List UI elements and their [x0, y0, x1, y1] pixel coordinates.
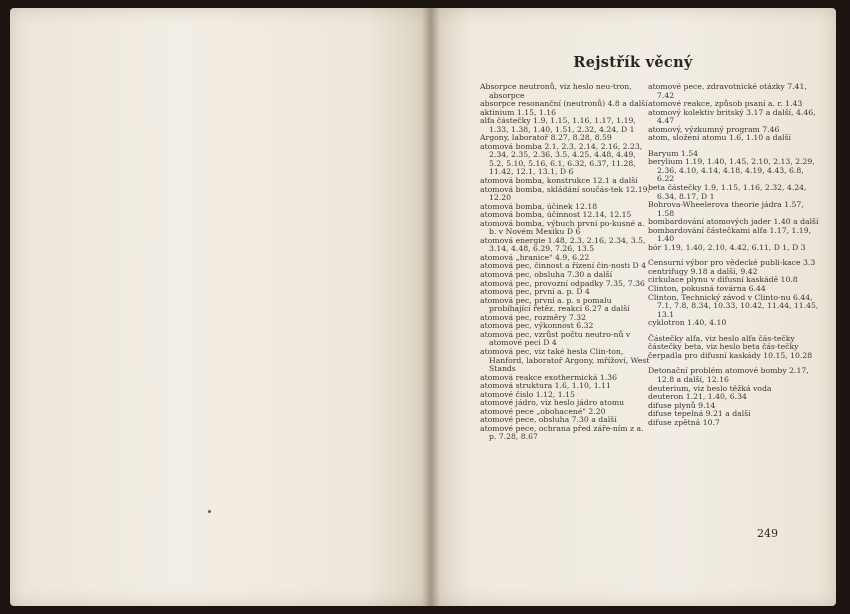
index-entry: atomový, výzkumný program 7.46: [648, 124, 780, 134]
index-entry: částečky beta, viz heslo beta čás-tečky: [648, 342, 799, 352]
index-entry: Censurní výbor pro vědecké publi-kace 3.3: [648, 258, 816, 268]
index-entry: atomová pec, provozní odpadky 7.35, 7.36: [480, 278, 645, 288]
index-entry: atomová struktura 1.6, 1.10, 1.11: [480, 381, 611, 391]
book-gutter: [422, 8, 440, 606]
index-entry: Bohrova-Wheelerova theorie jádra 1.57, 1.58: [648, 200, 804, 218]
index-entry: atomová pec, výkonnost 6.32: [480, 321, 594, 331]
right-page: [430, 8, 836, 606]
index-entry: atomové jádro, viz heslo jádro atomu: [480, 398, 625, 408]
index-entry: atomová bomba, skládání součás-tek 12.19, 12.20: [480, 184, 650, 203]
index-entry: atomová reakce exothermická 1.36: [480, 372, 617, 382]
index-entry: bór 1.19, 1.40, 2.10, 4.42, 6.11, D 1, D 3: [648, 242, 806, 252]
index-entry: atomová pec, obsluha 7.30 a další: [480, 270, 613, 280]
paper-stain: [208, 510, 211, 513]
index-entry: beta částečky 1.9, 1.15, 1.16, 2.32, 4.24, 6.34, 8.17, D 1: [648, 183, 807, 201]
index-entry: atomové pece „obohacené" 2.20: [480, 406, 606, 416]
index-entry: atomová pec, rozměry 7.32: [480, 312, 587, 322]
index-entry: atomový kolektiv britský 3.17 a další, 4.46, 4.47: [648, 107, 816, 126]
index-entry: cirkulace plynu v difusní kaskádě 10.8: [648, 275, 798, 285]
index-entry: Clinton, pokusná továrna 6.44: [648, 284, 766, 294]
index-entry: alfa částečky 1.9, 1.15, 1.16, 1.17, 1.19, 1.33, 1.38, 1.40, 1.51, 2.32, 4.24, D 1: [480, 116, 636, 134]
index-entry: atomová „hranice" 4.9, 6.22: [480, 252, 590, 262]
index-entry: atomové pece, obsluha 7.30 a další: [480, 415, 617, 425]
index-entry: Argony, laboratoř 8.27, 8.28, 8.59: [480, 133, 612, 143]
index-entry: atomová bomba, účinnost 12.14, 12.15: [480, 210, 632, 220]
page-number: 249: [757, 527, 778, 540]
index-entry: bombardování částečkami alfa 1.17, 1.19, 1.40: [648, 225, 812, 244]
index-entry: berylium 1.19, 1.40, 1.45, 2.10, 2.13, 2.29, 2.36, 4.10, 4.14, 4.18, 4.19, 4.43, 6.8, 6.22: [648, 157, 815, 184]
index-entry: čerpadla pro difusní kaskády 10.15, 10.28: [648, 350, 813, 360]
index-entry: bombardování atomových jader 1.40 a další: [648, 217, 819, 227]
index-entry: difuse tepelná 9.21 a další: [648, 409, 751, 419]
index-entry: cyklotron 1.40, 4.10: [648, 318, 727, 328]
index-title: Rejstřík věcný: [573, 54, 693, 71]
index-entry: atomová pec, první a. p. D 4: [480, 287, 590, 297]
index-entry: Baryum 1.54: [648, 148, 699, 158]
index-entry: atomová bomba, konstrukce 12.1 a další: [480, 176, 638, 186]
index-entry: atomové číslo 1.12, 1.15: [480, 389, 575, 399]
index-entry: Absorpce neutronů, viz heslo neu-tron, absorpce: [480, 82, 632, 100]
index-entry: difuse zpětná 10.7: [648, 417, 720, 427]
index-entry: atomová pec, viz také hesla Clin-ton, Hanford, laboratoř Argony, mřížoví, West Stands: [480, 346, 650, 374]
index-entry: atomová pec, činnost a řízení čin-nosti D 4: [480, 261, 646, 271]
index-entry: deuterium, viz heslo těžká voda: [648, 383, 772, 393]
index-entry: atomová pec, první a. p. s pomalu probíhající řetěz. reakcí 6.27 a další: [480, 295, 630, 314]
index-column-right: [648, 83, 820, 427]
index-entry: atomová pec, vzrůst počtu neutro-nů v atomové peci D 4: [480, 329, 631, 348]
index-entry: difuse plynů 9.14: [648, 400, 716, 410]
index-entry: centrifugy 9.18 a další, 9.42: [648, 266, 758, 276]
index-entry: atomové reakce, způsob psaní a. r. 1.43: [648, 99, 803, 109]
index-entry: atomová bomba, výbuch první po-kusné a. b. v Novém Mexiku D 6: [480, 218, 645, 237]
open-book: [10, 8, 836, 606]
index-entry: atomová energie 1.48, 2.3, 2.16, 2.34, 3.5, 3.14, 4.48, 6.29, 7.26, 13.5: [480, 235, 646, 254]
index-entry: atomové pece, zdravotnické otázky 7.41, 7.42: [648, 82, 807, 100]
index-entry: Clinton, Technický závod v Clinto-nu 6.44, 7.1, 7.8, 8.34, 10.33, 10.42, 11.44, 11.45, 13.1: [648, 292, 819, 319]
index-entry: Částečky alfa, viz heslo alfa čás-tečky: [648, 333, 795, 343]
index-entry: absorpce resonanční (neutronů) 4.8 a další: [480, 99, 648, 109]
index-column-left: [480, 83, 652, 442]
index-entry: atomová bomba 2.1, 2.3, 2.14, 2.16, 2.23, 2.34, 2.35, 2.36, 3.5, 4.25, 4.48, 4.49, 5.2, 5.10, 5.16, 6.1, 6.32, 6.37, 11.28, 11.42, 12.1, 13.1, D 6: [480, 141, 643, 177]
index-entry: atom, složení atomu 1.6, 1.10 a další: [648, 133, 792, 143]
index-entry: atomové pece, ochrana před záře-ním z a. p. 7.28, 8.67: [480, 423, 644, 442]
left-page: [10, 8, 430, 606]
index-entry: aktinium 1.15, 1.16: [480, 107, 557, 117]
index-entry: atomová bomba, účinek 12.18: [480, 201, 598, 211]
index-entry: deuteron 1.21, 1.40, 6.34: [648, 392, 747, 402]
index-entry: Detonační problém atomové bomby 2.17, 12.8 a další, 12.16: [648, 366, 809, 384]
